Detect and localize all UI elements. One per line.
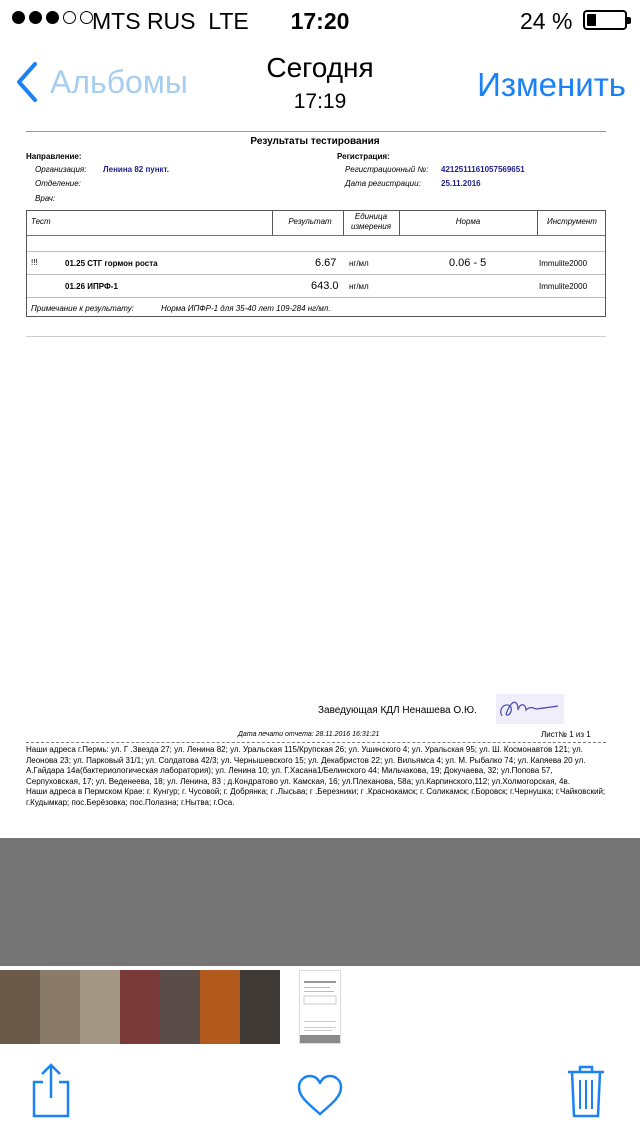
divider — [27, 274, 605, 275]
divider — [343, 211, 344, 235]
delete-button[interactable] — [566, 1064, 606, 1123]
header-unit: Единица измерения — [350, 212, 392, 231]
like-button[interactable] — [296, 1074, 344, 1123]
share-button[interactable] — [30, 1062, 72, 1123]
nav-subtitle: 17:19 — [293, 90, 347, 113]
organization-value: Ленина 82 пункт. — [103, 165, 169, 174]
network-type: LTE — [208, 8, 249, 34]
photo-thumb-4[interactable] — [120, 970, 160, 1044]
header-norm: Норма — [455, 217, 481, 226]
photo-thumb-1[interactable] — [0, 970, 40, 1044]
battery-percent: 24 % — [520, 8, 573, 34]
photo-thumb-7[interactable] — [240, 970, 280, 1044]
bottom-toolbar — [0, 1050, 640, 1136]
note-label: Примечание к результату: — [31, 304, 134, 313]
divider — [26, 131, 606, 132]
row-test-name: 01.25 СТГ гормон роста — [65, 259, 158, 268]
document-image[interactable] — [0, 128, 640, 838]
department-label: Отделение: — [35, 179, 81, 188]
doctor-label: Врач: — [35, 194, 56, 203]
reg-number-value: 4212511161057569651 — [441, 165, 525, 174]
header-test: Тест — [31, 217, 51, 226]
addresses-perm: Наши адреса г.Пермь: ул. Г .Звезда 27; ул. Ленина 82; ул. Уральская 115/Крупская 26; ул. Ушинского 4; ул. Уральская 95; ул. Ш. Космонавтов 121; ул. Леонова 23; ул. Парковый 31/1; ул. Солдатова 42/3; ул. Чернышевского 15; ул. Декабристов 22; ул. Вильямса 4; ул. М. Рыбалко 74; ул. Капяева 20 ул. А.Гайдара 14а(бактериологическая лаборатория); ул. Ленина 10; ул. Г.Хасана1/Белинского 44; Мильчакова, 19; Докучаева, 32; ул.Попова 57, Серпуховская, 17; ул. Веденеева, 18; ул. Ленина, 83 ; д.Кондратово ул. Камская, 16; ул.Плеханова, 58а; ул.Карпинского,112; ул.Холмогорская, 4в. — [26, 745, 586, 786]
signature-image — [496, 694, 564, 724]
reg-date-label: Дата регистрации: — [345, 179, 421, 188]
photo-thumb-2[interactable] — [40, 970, 80, 1044]
battery-fill — [587, 14, 596, 26]
divider — [27, 235, 605, 236]
header-instrument: Инструмент — [547, 217, 597, 226]
divider — [27, 251, 605, 252]
photo-thumb-3[interactable] — [80, 970, 120, 1044]
photo-thumb-5[interactable] — [160, 970, 200, 1044]
nav-title: Сегодня — [266, 52, 374, 83]
results-table — [26, 210, 606, 317]
carrier-name: MTS RUS — [92, 8, 196, 34]
document-title: Результаты тестирования — [250, 136, 380, 147]
row-test-name: 01.26 ИПРФ-1 — [65, 282, 118, 291]
thumbnail-strip[interactable] — [0, 966, 640, 1050]
photo-background — [0, 838, 640, 966]
divider — [26, 742, 606, 743]
divider — [399, 211, 400, 235]
status-time: 17:20 — [290, 8, 350, 34]
print-date: Дата печати отчета: 28.11.2016 16:31:21 — [238, 731, 380, 738]
edit-button[interactable]: Изменить — [477, 66, 626, 103]
battery-nub — [627, 17, 631, 24]
row-result: 6.67 — [315, 257, 337, 269]
reg-number-label: Регистрационный №: — [345, 165, 429, 174]
divider — [27, 297, 605, 298]
back-label: Альбомы — [50, 63, 188, 100]
direction-label: Направление: — [26, 152, 82, 161]
header-result: Результат — [288, 217, 332, 226]
organization-label: Организация: — [35, 165, 87, 174]
note-value: Норма ИПФР-1 для 35-40 лет 109-284 нг/мл. — [161, 304, 331, 313]
battery-icon — [583, 10, 627, 30]
share-icon — [30, 1062, 72, 1118]
photo-thumb-6[interactable] — [200, 970, 240, 1044]
reg-date-value: 25.11.2016 — [441, 179, 481, 188]
head-signature: Заведующая КДЛ Ненашева О.Ю. — [318, 705, 477, 716]
heart-icon — [296, 1074, 344, 1118]
row-unit: нг/мл — [349, 259, 369, 268]
row-flag: !!! — [31, 258, 38, 267]
registration-label: Регистрация: — [337, 152, 390, 161]
divider — [537, 211, 538, 235]
navigation-bar — [0, 40, 640, 128]
document-thumb-preview — [300, 971, 340, 1043]
row-unit: нг/мл — [349, 282, 369, 291]
trash-icon — [566, 1064, 606, 1118]
divider — [272, 211, 273, 235]
row-instrument: Immulite2000 — [539, 259, 588, 268]
divider — [26, 336, 606, 337]
status-bar — [0, 0, 640, 40]
footer-addresses — [26, 745, 606, 809]
row-instrument: Immulite2000 — [539, 282, 588, 291]
row-result: 643.0 — [311, 280, 339, 292]
page-info: Лист№ 1 из 1 — [541, 730, 591, 739]
photo-thumb-selected[interactable] — [299, 970, 341, 1044]
row-norm: 0.06 - 5 — [449, 257, 487, 269]
addresses-region: Наши адреса в Пермском Крае: г. Кунгур; г. Чусовой; г. Добрянка; г .Лысьва; г .Березники; г .Краснокамск; г. Соликамск; г.Боровск; г.Чернушка; г.Чайковский; г.Кудымкар; пос.Берёзовка; пос.Полазна; г.Нытва; г.Оса. — [26, 787, 606, 807]
